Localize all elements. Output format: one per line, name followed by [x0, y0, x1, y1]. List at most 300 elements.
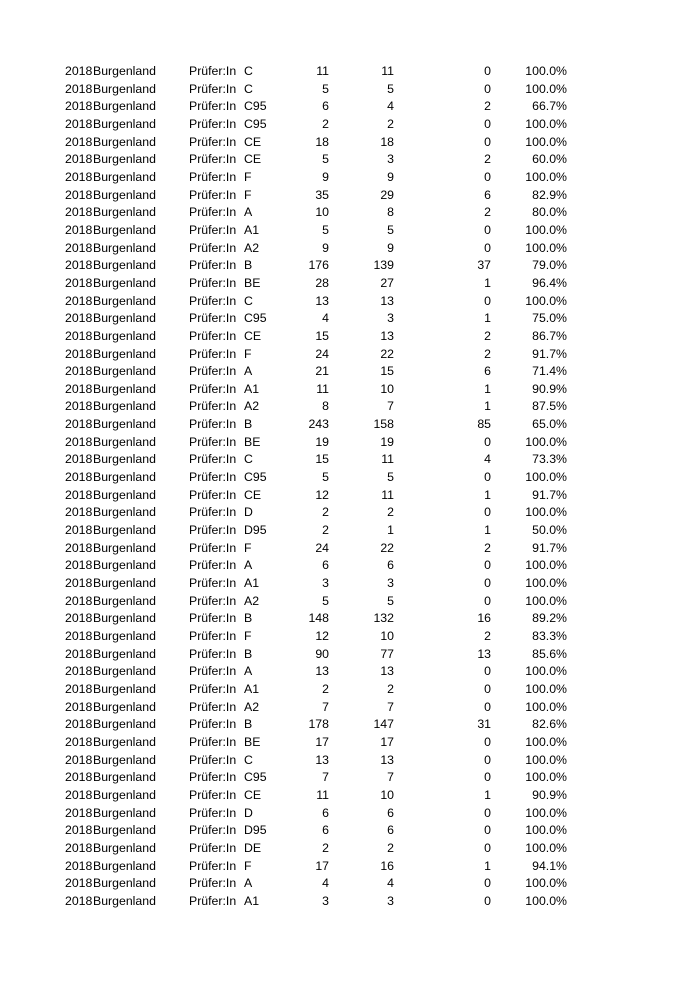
rate-cell: 100.0%: [525, 81, 567, 96]
passed-cell: 13: [380, 664, 394, 679]
passed-cell: 3: [387, 893, 394, 908]
passed-cell: 13: [380, 293, 394, 308]
year-cell: 2018: [65, 629, 93, 643]
table-row: [0, 63, 700, 81]
role-cell: Prüfer:In: [189, 417, 237, 432]
class-cell: CE: [244, 487, 262, 502]
table-row: [0, 116, 700, 134]
year-cell: 2018: [65, 611, 93, 626]
year-cell: 2018: [65, 275, 93, 290]
rate-cell: 100.0%: [525, 805, 567, 820]
total-cell: 24: [315, 346, 329, 361]
failed-cell: 1: [484, 858, 491, 873]
year-cell: 2018: [65, 81, 93, 96]
failed-cell: 16: [477, 611, 491, 626]
role-cell: Prüfer:In: [189, 876, 237, 891]
failed-cell: 2: [484, 540, 491, 555]
rate-cell: 91.7%: [532, 487, 567, 502]
passed-cell: 3: [387, 152, 394, 167]
year-cell: 2018: [65, 576, 93, 591]
passed-cell: 19: [380, 434, 394, 449]
role-cell: Prüfer:In: [189, 258, 237, 273]
total-cell: 9: [322, 240, 329, 255]
class-cell: B: [244, 646, 253, 661]
class-cell: A: [244, 205, 253, 220]
role-cell: Prüfer:In: [189, 222, 237, 237]
passed-cell: 27: [380, 275, 394, 290]
class-cell: A2: [244, 399, 260, 414]
class-cell: C95: [244, 99, 267, 114]
region-cell: Burgenland: [93, 840, 156, 855]
passed-cell: 5: [387, 81, 394, 96]
year-cell: 2018: [65, 523, 93, 538]
total-cell: 148: [308, 611, 329, 626]
role-cell: Prüfer:In: [189, 205, 237, 220]
table-row: [0, 434, 700, 452]
class-cell: C95: [244, 770, 267, 785]
class-cell: B: [244, 258, 253, 273]
rate-cell: 66.7%: [532, 99, 567, 114]
year-cell: 2018: [65, 205, 93, 220]
total-cell: 2: [322, 523, 329, 538]
failed-cell: 0: [484, 805, 491, 820]
role-cell: Prüfer:In: [189, 328, 237, 343]
rate-cell: 100.0%: [525, 222, 567, 237]
class-cell: B: [244, 417, 253, 432]
total-cell: 24: [315, 540, 329, 555]
failed-cell: 2: [484, 629, 491, 643]
class-cell: A: [244, 664, 253, 679]
region-cell: Burgenland: [93, 434, 156, 449]
role-cell: Prüfer:In: [189, 134, 237, 149]
class-cell: C: [244, 64, 253, 78]
failed-cell: 0: [484, 293, 491, 308]
table-row: [0, 275, 700, 293]
year-cell: 2018: [65, 681, 93, 696]
rate-cell: 100.0%: [525, 893, 567, 908]
total-cell: 6: [322, 805, 329, 820]
role-cell: Prüfer:In: [189, 169, 237, 184]
passed-cell: 3: [387, 311, 394, 326]
rate-cell: 75.0%: [532, 311, 567, 326]
rate-cell: 91.7%: [532, 346, 567, 361]
role-cell: Prüfer:In: [189, 240, 237, 255]
failed-cell: 0: [484, 752, 491, 767]
region-cell: Burgenland: [93, 187, 156, 202]
rate-cell: 82.9%: [532, 187, 567, 202]
role-cell: Prüfer:In: [189, 770, 237, 785]
total-cell: 90: [315, 646, 329, 661]
class-cell: DE: [244, 840, 262, 855]
year-cell: 2018: [65, 505, 93, 520]
region-cell: Burgenland: [93, 611, 156, 626]
region-cell: Burgenland: [93, 858, 156, 873]
rate-cell: 82.6%: [532, 717, 567, 732]
region-cell: Burgenland: [93, 134, 156, 149]
failed-cell: 2: [484, 346, 491, 361]
passed-cell: 2: [387, 840, 394, 855]
passed-cell: 13: [380, 752, 394, 767]
table-row: [0, 346, 700, 364]
total-cell: 5: [322, 152, 329, 167]
class-cell: A1: [244, 681, 260, 696]
failed-cell: 37: [477, 258, 491, 273]
role-cell: Prüfer:In: [189, 823, 237, 838]
table-row: [0, 575, 700, 593]
class-cell: F: [244, 187, 252, 202]
year-cell: 2018: [65, 434, 93, 449]
passed-cell: 2: [387, 116, 394, 131]
passed-cell: 17: [380, 734, 394, 749]
class-cell: BE: [244, 275, 261, 290]
total-cell: 6: [322, 823, 329, 838]
total-cell: 12: [315, 629, 329, 643]
region-cell: Burgenland: [93, 893, 156, 908]
table-row: [0, 734, 700, 752]
failed-cell: 0: [484, 434, 491, 449]
rate-cell: 100.0%: [525, 293, 567, 308]
failed-cell: 1: [484, 399, 491, 414]
class-cell: C95: [244, 311, 267, 326]
failed-cell: 85: [477, 417, 491, 432]
year-cell: 2018: [65, 787, 93, 802]
total-cell: 3: [322, 576, 329, 591]
passed-cell: 1: [387, 523, 394, 538]
role-cell: Prüfer:In: [189, 293, 237, 308]
rate-cell: 100.0%: [525, 134, 567, 149]
region-cell: Burgenland: [93, 699, 156, 714]
region-cell: Burgenland: [93, 876, 156, 891]
role-cell: Prüfer:In: [189, 699, 237, 714]
total-cell: 2: [322, 116, 329, 131]
role-cell: Prüfer:In: [189, 576, 237, 591]
total-cell: 8: [322, 399, 329, 414]
total-cell: 7: [322, 699, 329, 714]
role-cell: Prüfer:In: [189, 734, 237, 749]
table-row: [0, 257, 700, 275]
table-row: [0, 540, 700, 558]
total-cell: 6: [322, 558, 329, 573]
table-row: [0, 363, 700, 381]
passed-cell: 2: [387, 681, 394, 696]
class-cell: CE: [244, 134, 262, 149]
passed-cell: 6: [387, 823, 394, 838]
class-cell: C: [244, 81, 253, 96]
rate-cell: 60.0%: [532, 152, 567, 167]
class-cell: D: [244, 805, 253, 820]
year-cell: 2018: [65, 293, 93, 308]
passed-cell: 7: [387, 770, 394, 785]
rate-cell: 100.0%: [525, 823, 567, 838]
role-cell: Prüfer:In: [189, 558, 237, 573]
year-cell: 2018: [65, 858, 93, 873]
class-cell: A2: [244, 593, 260, 608]
failed-cell: 0: [484, 823, 491, 838]
class-cell: A2: [244, 699, 260, 714]
table-row: [0, 504, 700, 522]
failed-cell: 0: [484, 470, 491, 485]
failed-cell: 1: [484, 787, 491, 802]
total-cell: 13: [315, 752, 329, 767]
rate-cell: 50.0%: [532, 523, 567, 538]
role-cell: Prüfer:In: [189, 275, 237, 290]
rate-cell: 100.0%: [525, 505, 567, 520]
class-cell: A1: [244, 893, 260, 908]
failed-cell: 0: [484, 770, 491, 785]
table-row: [0, 699, 700, 717]
class-cell: D: [244, 505, 253, 520]
rate-cell: 100.0%: [525, 558, 567, 573]
table-row: [0, 628, 700, 646]
region-cell: Burgenland: [93, 205, 156, 220]
role-cell: Prüfer:In: [189, 434, 237, 449]
passed-cell: 3: [387, 576, 394, 591]
role-cell: Prüfer:In: [189, 187, 237, 202]
failed-cell: 0: [484, 664, 491, 679]
role-cell: Prüfer:In: [189, 381, 237, 396]
table-row: [0, 610, 700, 628]
region-cell: Burgenland: [93, 470, 156, 485]
rate-cell: 90.9%: [532, 381, 567, 396]
region-cell: Burgenland: [93, 81, 156, 96]
year-cell: 2018: [65, 593, 93, 608]
passed-cell: 22: [380, 540, 394, 555]
failed-cell: 0: [484, 699, 491, 714]
total-cell: 4: [322, 311, 329, 326]
class-cell: BE: [244, 734, 261, 749]
region-cell: Burgenland: [93, 540, 156, 555]
rate-cell: 100.0%: [525, 664, 567, 679]
total-cell: 13: [315, 664, 329, 679]
rate-cell: 100.0%: [525, 169, 567, 184]
region-cell: Burgenland: [93, 734, 156, 749]
table-row: [0, 557, 700, 575]
class-cell: F: [244, 858, 252, 873]
class-cell: D95: [244, 823, 267, 838]
total-cell: 6: [322, 99, 329, 114]
class-cell: F: [244, 629, 252, 643]
passed-cell: 29: [380, 187, 394, 202]
total-cell: 2: [322, 681, 329, 696]
table-row: [0, 169, 700, 187]
class-cell: CE: [244, 152, 262, 167]
passed-cell: 8: [387, 205, 394, 220]
region-cell: Burgenland: [93, 346, 156, 361]
region-cell: Burgenland: [93, 99, 156, 114]
year-cell: 2018: [65, 187, 93, 202]
year-cell: 2018: [65, 734, 93, 749]
total-cell: 19: [315, 434, 329, 449]
region-cell: Burgenland: [93, 399, 156, 414]
rate-cell: 100.0%: [525, 576, 567, 591]
year-cell: 2018: [65, 823, 93, 838]
passed-cell: 16: [380, 858, 394, 873]
failed-cell: 1: [484, 381, 491, 396]
year-cell: 2018: [65, 381, 93, 396]
total-cell: 18: [315, 134, 329, 149]
class-cell: C: [244, 293, 253, 308]
passed-cell: 10: [380, 629, 394, 643]
role-cell: Prüfer:In: [189, 805, 237, 820]
table-row: [0, 769, 700, 787]
passed-cell: 2: [387, 505, 394, 520]
failed-cell: 6: [484, 364, 491, 379]
table-row: [0, 328, 700, 346]
total-cell: 12: [315, 487, 329, 502]
rate-cell: 100.0%: [525, 240, 567, 255]
total-cell: 11: [316, 787, 329, 802]
table-row: [0, 81, 700, 99]
table-row: [0, 381, 700, 399]
year-cell: 2018: [65, 328, 93, 343]
total-cell: 5: [322, 81, 329, 96]
year-cell: 2018: [65, 346, 93, 361]
role-cell: Prüfer:In: [189, 399, 237, 414]
region-cell: Burgenland: [93, 523, 156, 538]
rate-cell: 100.0%: [525, 876, 567, 891]
passed-cell: 132: [373, 611, 394, 626]
year-cell: 2018: [65, 311, 93, 326]
rate-cell: 100.0%: [525, 116, 567, 131]
region-cell: Burgenland: [93, 752, 156, 767]
region-cell: Burgenland: [93, 452, 156, 467]
rate-cell: 100.0%: [525, 734, 567, 749]
role-cell: Prüfer:In: [189, 717, 237, 732]
region-cell: Burgenland: [93, 823, 156, 838]
table-row: [0, 663, 700, 681]
class-cell: A1: [244, 222, 260, 237]
table-row: [0, 893, 700, 911]
table-row: [0, 204, 700, 222]
total-cell: 7: [322, 770, 329, 785]
table-row: [0, 752, 700, 770]
table-row: [0, 787, 700, 805]
passed-cell: 139: [373, 258, 394, 273]
table-row: [0, 805, 700, 823]
class-cell: B: [244, 611, 253, 626]
passed-cell: 10: [380, 381, 394, 396]
region-cell: Burgenland: [93, 787, 156, 802]
rate-cell: 65.0%: [532, 417, 567, 432]
class-cell: D95: [244, 523, 267, 538]
rate-cell: 79.0%: [532, 258, 567, 273]
rate-cell: 80.0%: [532, 205, 567, 220]
role-cell: Prüfer:In: [189, 858, 237, 873]
year-cell: 2018: [65, 134, 93, 149]
region-cell: Burgenland: [93, 240, 156, 255]
year-cell: 2018: [65, 770, 93, 785]
failed-cell: 0: [484, 505, 491, 520]
passed-cell: 11: [381, 452, 394, 467]
table-row: [0, 293, 700, 311]
year-cell: 2018: [65, 805, 93, 820]
year-cell: 2018: [65, 717, 93, 732]
rate-cell: 100.0%: [525, 681, 567, 696]
region-cell: Burgenland: [93, 116, 156, 131]
role-cell: Prüfer:In: [189, 840, 237, 855]
class-cell: F: [244, 169, 252, 184]
failed-cell: 6: [484, 187, 491, 202]
role-cell: Prüfer:In: [189, 81, 237, 96]
failed-cell: 0: [484, 81, 491, 96]
failed-cell: 0: [484, 222, 491, 237]
passed-cell: 7: [387, 699, 394, 714]
table-row: [0, 398, 700, 416]
region-cell: Burgenland: [93, 487, 156, 502]
total-cell: 11: [316, 381, 329, 396]
table-row: [0, 310, 700, 328]
year-cell: 2018: [65, 876, 93, 891]
failed-cell: 31: [477, 717, 491, 732]
class-cell: A2: [244, 240, 260, 255]
table-row: [0, 858, 700, 876]
year-cell: 2018: [65, 699, 93, 714]
total-cell: 35: [315, 187, 329, 202]
region-cell: Burgenland: [93, 275, 156, 290]
role-cell: Prüfer:In: [189, 99, 237, 114]
class-cell: CE: [244, 328, 262, 343]
total-cell: 17: [315, 734, 329, 749]
year-cell: 2018: [65, 752, 93, 767]
total-cell: 21: [315, 364, 329, 379]
table-row: [0, 151, 700, 169]
total-cell: 243: [308, 417, 329, 432]
passed-cell: 11: [381, 64, 394, 78]
role-cell: Prüfer:In: [189, 893, 237, 908]
table-row: [0, 646, 700, 664]
role-cell: Prüfer:In: [189, 681, 237, 696]
table-row: [0, 222, 700, 240]
passed-cell: 15: [380, 364, 394, 379]
year-cell: 2018: [65, 664, 93, 679]
total-cell: 15: [315, 452, 329, 467]
class-cell: BE: [244, 434, 261, 449]
passed-cell: 147: [373, 717, 394, 732]
data-table: [0, 63, 700, 911]
class-cell: C: [244, 752, 253, 767]
year-cell: 2018: [65, 240, 93, 255]
failed-cell: 2: [484, 152, 491, 167]
total-cell: 9: [322, 169, 329, 184]
failed-cell: 1: [484, 487, 491, 502]
total-cell: 3: [322, 893, 329, 908]
passed-cell: 6: [387, 558, 394, 573]
role-cell: Prüfer:In: [189, 787, 237, 802]
table-row: [0, 822, 700, 840]
region-cell: Burgenland: [93, 805, 156, 820]
region-cell: Burgenland: [93, 664, 156, 679]
table-row: [0, 98, 700, 116]
total-cell: 11: [316, 64, 329, 78]
total-cell: 28: [315, 275, 329, 290]
table-row: [0, 716, 700, 734]
failed-cell: 2: [484, 328, 491, 343]
total-cell: 2: [322, 840, 329, 855]
region-cell: Burgenland: [93, 417, 156, 432]
passed-cell: 22: [380, 346, 394, 361]
class-cell: A1: [244, 381, 260, 396]
passed-cell: 6: [387, 805, 394, 820]
year-cell: 2018: [65, 222, 93, 237]
failed-cell: 0: [484, 893, 491, 908]
failed-cell: 0: [484, 593, 491, 608]
table-row: [0, 681, 700, 699]
year-cell: 2018: [65, 840, 93, 855]
total-cell: 5: [322, 470, 329, 485]
rate-cell: 91.7%: [532, 540, 567, 555]
passed-cell: 77: [380, 646, 394, 661]
rate-cell: 71.4%: [532, 364, 567, 379]
